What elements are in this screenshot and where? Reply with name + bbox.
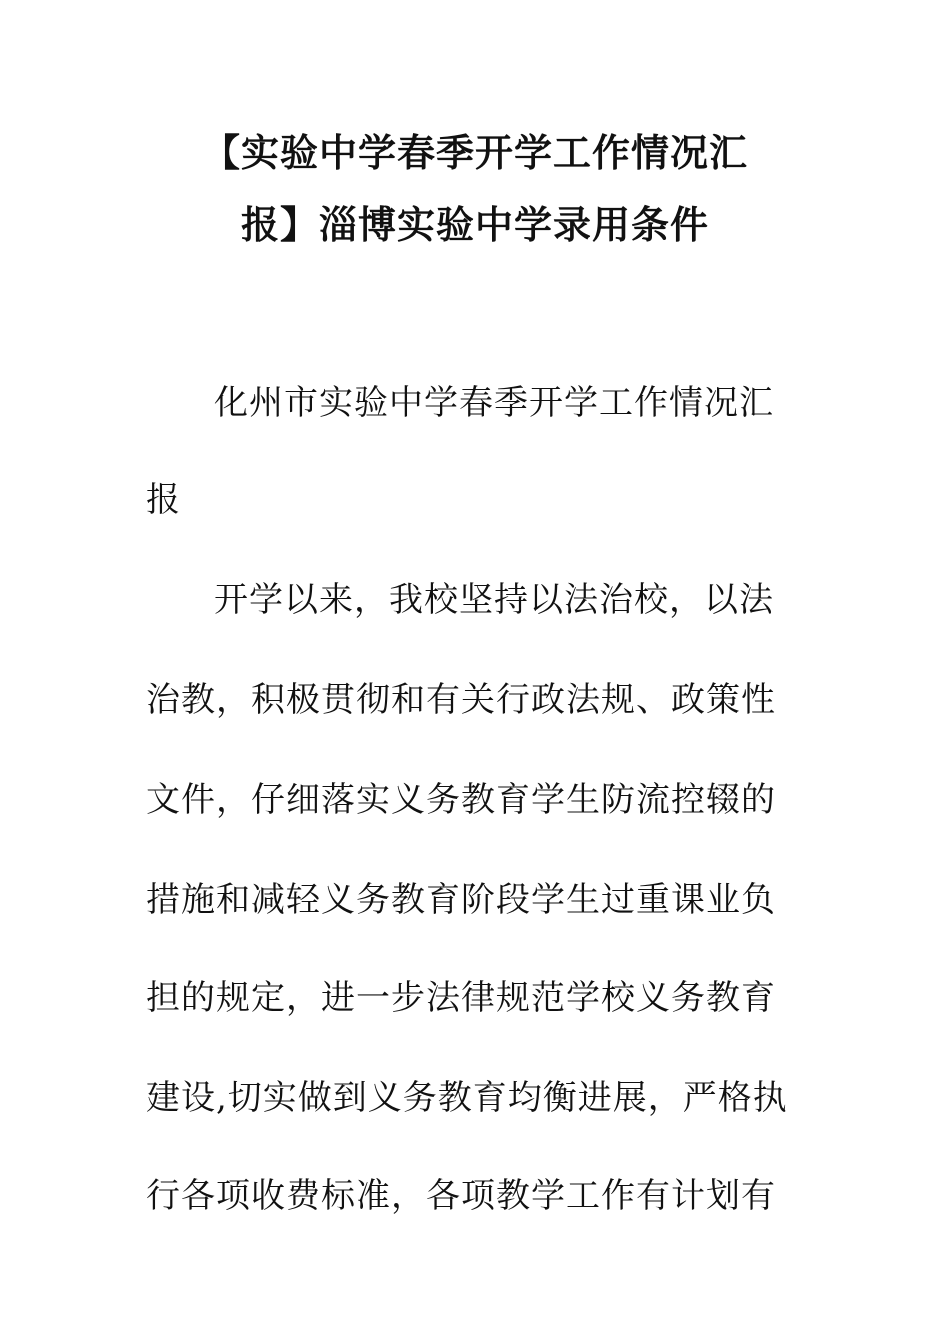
body-line-2: 报 xyxy=(146,480,181,520)
body-line-4: 治教，积极贯彻和有关行政法规、政策性 xyxy=(146,680,776,720)
body-line-7: 担的规定，进一步法律规范学校义务教育 xyxy=(146,978,776,1018)
body-line-3: 开学以来，我校坚持以法治校，以法 xyxy=(214,580,774,620)
body-line-8: 建设,切实做到义务教育均衡进展，严格执 xyxy=(146,1078,788,1118)
body-line-1: 化州市实验中学春季开学工作情况汇 xyxy=(214,383,774,423)
document-title-line-1: 【实验中学春季开学工作情况汇 xyxy=(201,131,748,175)
body-line-5: 文件，仔细落实义务教育学生防流控辍的 xyxy=(146,780,776,820)
body-line-6: 措施和减轻义务教育阶段学生过重课业负 xyxy=(146,880,776,920)
document-title-line-2: 报】淄博实验中学录用条件 xyxy=(240,203,709,247)
body-line-9: 行各项收费标准，各项教学工作有计划有 xyxy=(146,1176,776,1216)
